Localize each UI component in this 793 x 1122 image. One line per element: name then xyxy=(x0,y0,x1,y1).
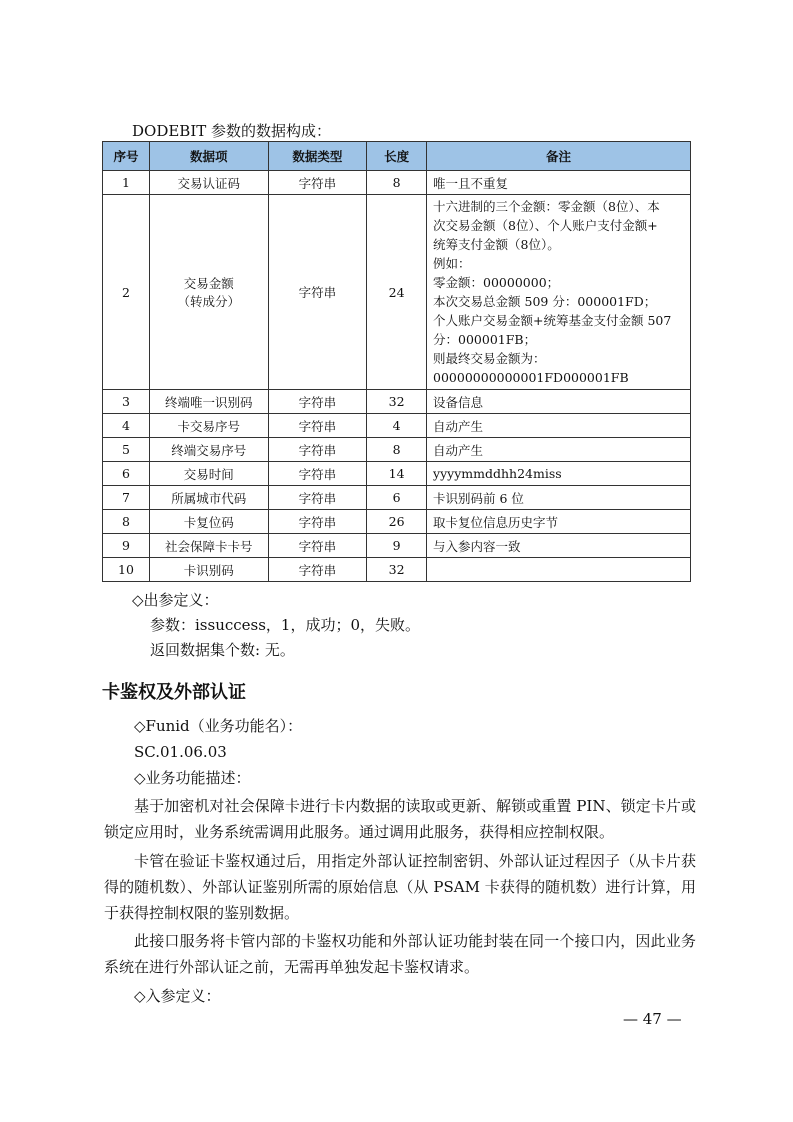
cell-length: 26 xyxy=(367,510,427,534)
cell-note: 设备信息 xyxy=(427,390,691,414)
cell-item xyxy=(149,195,268,390)
cell-type: 字符串 xyxy=(268,534,367,558)
cell-type: 字符串 xyxy=(268,390,367,414)
header-type: 数据类型 xyxy=(268,142,367,171)
cell-length: 4 xyxy=(367,414,427,438)
cell-no: 1 xyxy=(103,171,150,195)
cell-no: 7 xyxy=(103,486,150,510)
cell-item: 社会保障卡卡号 xyxy=(149,534,268,558)
table-row xyxy=(103,195,691,390)
cell-no: 8 xyxy=(103,510,150,534)
header-item: 数据项 xyxy=(149,142,268,171)
cell-no: 4 xyxy=(103,414,150,438)
table-row xyxy=(103,462,691,486)
note-line: 统筹支付金额（8位）。 xyxy=(433,237,560,252)
cell-no: 9 xyxy=(103,534,150,558)
table-row xyxy=(103,390,691,414)
table-row xyxy=(103,558,691,582)
funid-label: ◇Funid（业务功能名）： xyxy=(134,717,303,735)
table-row xyxy=(103,414,691,438)
parameter-table xyxy=(102,141,691,582)
note-line: 次交易金额（8位）、个人账户支付金额+ xyxy=(433,218,658,233)
table-row xyxy=(103,171,691,195)
cell-item: 终端交易序号 xyxy=(149,438,268,462)
note-line: 例如： xyxy=(433,256,471,271)
note-line: 本次交易总金额 509 分：000001FD； xyxy=(433,294,657,309)
note-line: 则最终交易金额为： xyxy=(433,351,546,366)
note-line: 十六进制的三个金额：零金额（8位）、本 xyxy=(433,199,660,214)
cell-no: 10 xyxy=(103,558,150,582)
cell-type: 字符串 xyxy=(268,171,367,195)
cell-item: 所属城市代码 xyxy=(149,486,268,510)
cell-note: 卡识别码前 6 位 xyxy=(427,486,691,510)
cell-length: 14 xyxy=(367,462,427,486)
return-count-line: 返回数据集个数: 无。 xyxy=(150,641,295,659)
paragraph: 基于加密机对社会保障卡进行卡内数据的读取或更新、解锁或重置 PIN、锁定卡片或锁定应用时，业务系统需调用此服务。通过调用此服务，获得相应控制权限。 xyxy=(104,797,696,841)
cell-note: 与入参内容一致 xyxy=(427,534,691,558)
table-row xyxy=(103,534,691,558)
cell-item-line: （转成分） xyxy=(177,294,240,309)
header-no: 序号 xyxy=(103,142,150,171)
table-row xyxy=(103,510,691,534)
cell-note: 取卡复位信息历史字节 xyxy=(427,510,691,534)
cell-no: 2 xyxy=(103,195,150,390)
table-row xyxy=(103,486,691,510)
cell-item: 交易认证码 xyxy=(149,171,268,195)
cell-type: 字符串 xyxy=(268,195,367,390)
cell-item: 卡交易序号 xyxy=(149,414,268,438)
cell-item: 卡识别码 xyxy=(149,558,268,582)
note-line: 个人账户交易金额+统筹基金支付金额 507 xyxy=(433,313,672,328)
paragraph: 此接口服务将卡管内部的卡鉴权功能和外部认证功能封装在同一个接口内，因此业务系统在进行外部认证之前，无需再单独发起卡鉴权请求。 xyxy=(104,932,696,976)
cell-no: 5 xyxy=(103,438,150,462)
table-intro: DODEBIT 参数的数据构成： xyxy=(132,122,332,140)
cell-length: 32 xyxy=(367,390,427,414)
cell-item: 交易时间 xyxy=(149,462,268,486)
paragraph: 卡管在验证卡鉴权通过后，用指定外部认证控制密钥、外部认证过程因子（从卡片获得的随机数）、外部认证鉴别所需的原始信息（从 PSAM 卡获得的随机数）进行计算，用于获得控制权限的鉴别数据。 xyxy=(104,852,696,922)
cell-length: 6 xyxy=(367,486,427,510)
cell-note xyxy=(427,558,691,582)
cell-length: 8 xyxy=(367,171,427,195)
table-row xyxy=(103,438,691,462)
cell-type: 字符串 xyxy=(268,438,367,462)
cell-length: 24 xyxy=(367,195,427,390)
cell-item: 卡复位码 xyxy=(149,510,268,534)
in-params-label: ◇入参定义： xyxy=(134,987,221,1005)
note-line: 分：000001FB； xyxy=(433,332,537,347)
page-number: — 47 — xyxy=(623,1010,682,1028)
funid-value: SC.01.06.03 xyxy=(134,743,227,761)
desc-label: ◇业务功能描述： xyxy=(134,769,251,787)
out-params-label: ◇出参定义： xyxy=(132,591,219,609)
out-params-line: 参数：issuccess，1，成功；0，失败。 xyxy=(150,616,421,634)
cell-type: 字符串 xyxy=(268,462,367,486)
note-line: 00000000000001FD000001FB xyxy=(433,370,629,385)
cell-length: 9 xyxy=(367,534,427,558)
cell-type: 字符串 xyxy=(268,510,367,534)
cell-no: 3 xyxy=(103,390,150,414)
cell-item: 终端唯一识别码 xyxy=(149,390,268,414)
cell-type: 字符串 xyxy=(268,486,367,510)
cell-length: 32 xyxy=(367,558,427,582)
note-line: 零金额：00000000； xyxy=(433,275,560,290)
cell-note: yyyymmddhh24miss xyxy=(427,462,691,486)
cell-note: 自动产生 xyxy=(427,438,691,462)
cell-type: 字符串 xyxy=(268,558,367,582)
cell-note xyxy=(427,195,691,390)
cell-type: 字符串 xyxy=(268,414,367,438)
cell-note: 唯一且不重复 xyxy=(427,171,691,195)
cell-note: 自动产生 xyxy=(427,414,691,438)
table-header-row xyxy=(103,142,691,171)
cell-length: 8 xyxy=(367,438,427,462)
cell-item-line: 交易金额 xyxy=(183,276,234,291)
cell-no: 6 xyxy=(103,462,150,486)
header-note: 备注 xyxy=(427,142,691,171)
header-length: 长度 xyxy=(367,142,427,171)
section-heading: 卡鉴权及外部认证 xyxy=(102,682,246,703)
